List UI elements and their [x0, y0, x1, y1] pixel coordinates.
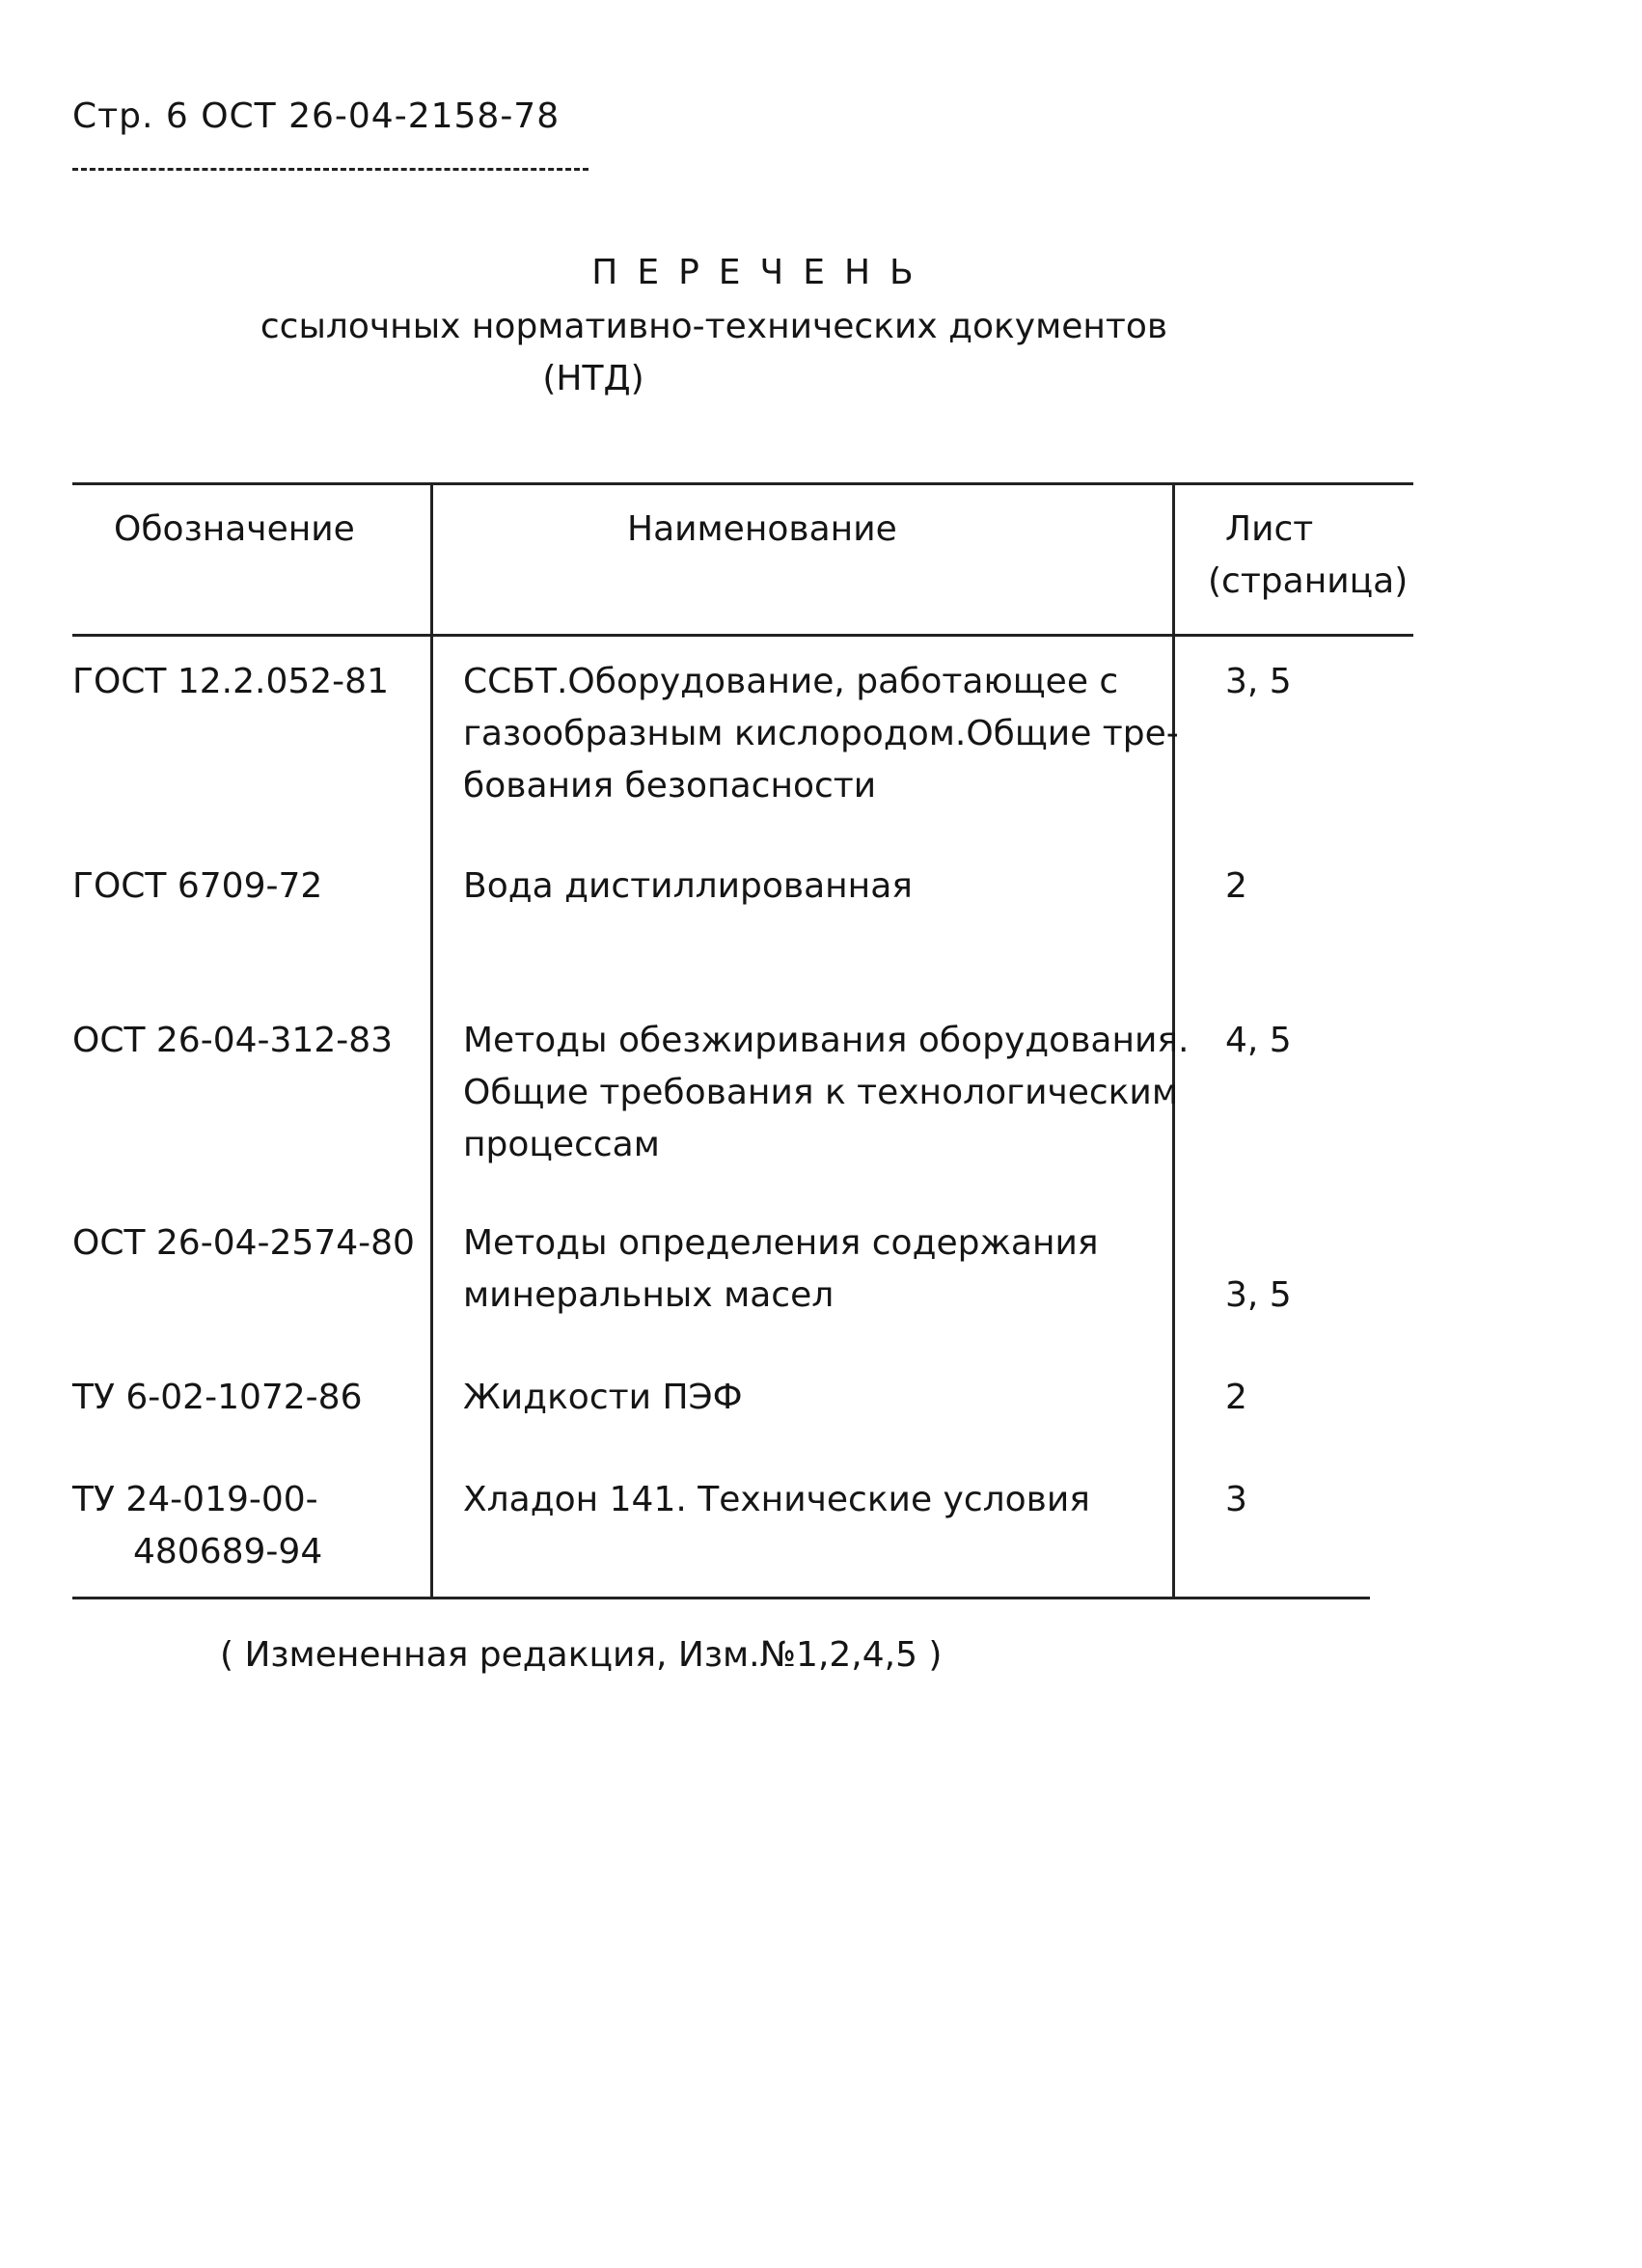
- document-subtitle-abbr: (НТД): [542, 359, 644, 398]
- table-header-sheet-sub: (страница): [1208, 561, 1409, 601]
- row-sheet: 4, 5: [1225, 1021, 1292, 1060]
- row-designation: ТУ 24-019-00-: [72, 1480, 318, 1519]
- row-designation: ОСТ 26-04-312-83: [72, 1021, 394, 1060]
- header-divider: [72, 168, 588, 171]
- row-designation: ТУ 6-02-1072-86: [72, 1378, 363, 1417]
- page-header: Стр. 6 ОСТ 26-04-2158-78: [72, 96, 561, 136]
- row-sheet: 3: [1225, 1480, 1247, 1519]
- document-title: ПЕРЕЧЕНЬ: [591, 253, 933, 292]
- table-header-designation: Обозначение: [114, 509, 355, 549]
- row-name: минеральных масел: [463, 1275, 835, 1315]
- table-header-rule: [72, 634, 1413, 637]
- row-sheet: 2: [1225, 866, 1247, 906]
- row-designation: ГОСТ 12.2.052-81: [72, 662, 389, 701]
- row-name: Методы обезжиривания оборудования.: [463, 1021, 1190, 1060]
- row-name: Вода дистиллированная: [463, 866, 913, 906]
- row-name: ССБТ.Оборудование, работающее с: [463, 662, 1119, 701]
- row-name: газообразным кислородом.Общие тре-: [463, 714, 1179, 753]
- row-designation: ОСТ 26-04-2574-80: [72, 1223, 415, 1263]
- row-name: процессам: [463, 1125, 660, 1164]
- document-subtitle: ссылочных нормативно-технических документов: [260, 307, 1168, 346]
- row-designation: ГОСТ 6709-72: [72, 866, 323, 906]
- table-column-divider-1: [430, 482, 433, 1599]
- table-bottom-rule: [72, 1597, 1370, 1599]
- table-top-rule: [72, 482, 1413, 485]
- row-designation: 480689-94: [133, 1532, 323, 1571]
- row-sheet: 3, 5: [1225, 662, 1292, 701]
- row-name: Общие требования к технологическим: [463, 1073, 1178, 1112]
- row-name: бования безопасности: [463, 766, 877, 806]
- row-name: Хладон 141. Технические условия: [463, 1480, 1090, 1519]
- amendment-note: ( Измененная редакция, Изм.№1,2,4,5 ): [220, 1635, 943, 1675]
- row-name: Методы определения содержания: [463, 1223, 1099, 1263]
- row-name: Жидкости ПЭФ: [463, 1378, 743, 1417]
- row-sheet: 2: [1225, 1378, 1247, 1417]
- table-header-name: Наименование: [627, 509, 897, 549]
- table-header-sheet: Лист: [1225, 509, 1314, 549]
- row-sheet: 3, 5: [1225, 1275, 1292, 1315]
